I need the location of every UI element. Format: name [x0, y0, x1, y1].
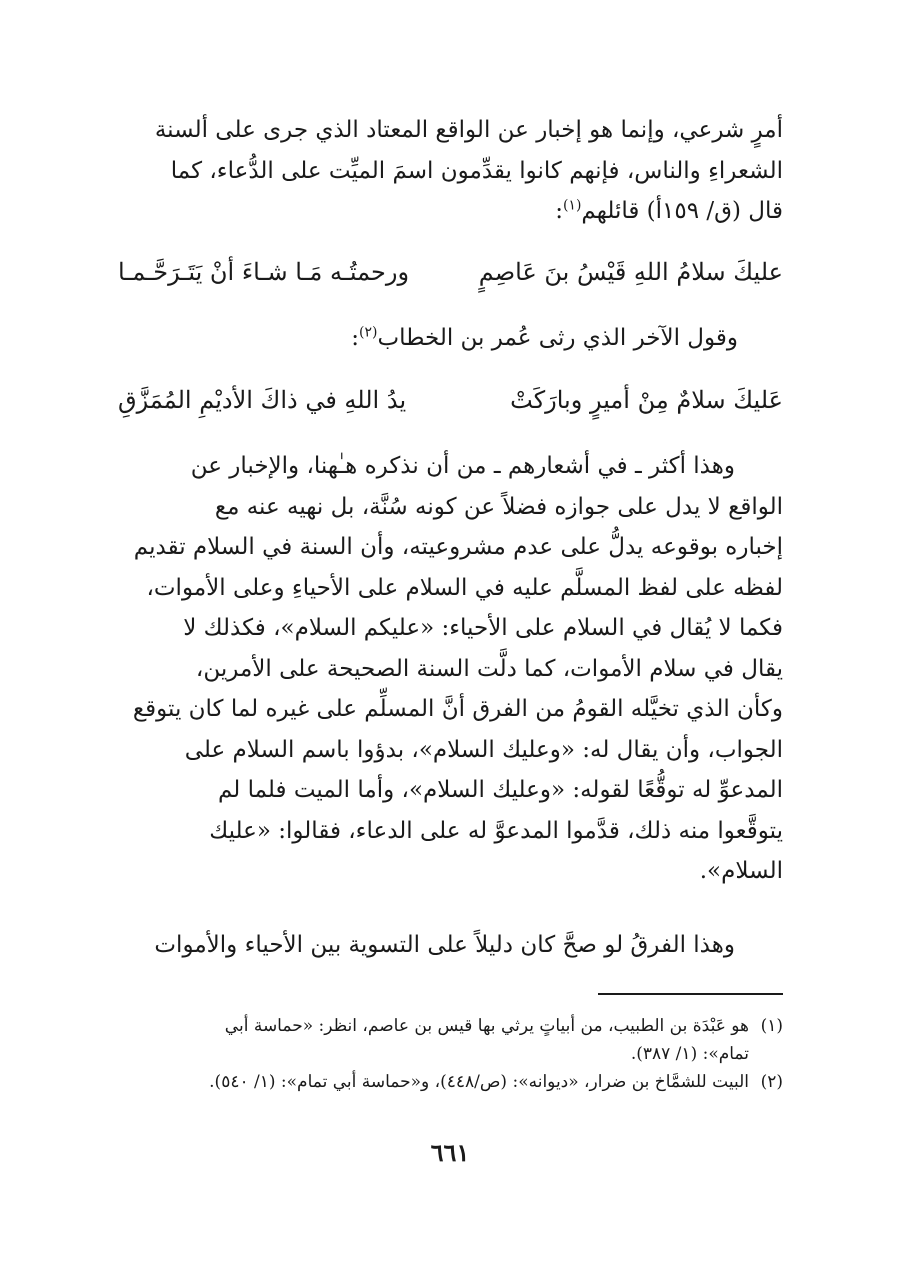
paragraph-1-line-2: الشعراءِ والناس، فإنهم كانوا يقدِّمون اسمَ الميِّت على الدُّعاء، كما: [170, 157, 783, 184]
paragraph-4-line-1: وهذا الفرقُ لو صحَّ كان دليلاً على التسوية بين الأحياء والأموات: [154, 932, 735, 958]
verse-1: [118, 252, 783, 292]
paragraph-3-line: وكأن الذي تخيَّله القومُ من الفرق أنَّ المسلِّم على غيره لما كان يتوقع: [132, 696, 783, 722]
footnote-ref-1[interactable]: (١): [562, 197, 582, 214]
paragraph-3-line: إخباره بوقوعه يدلُّ على عدم مشروعيته، وأن السنة في السلام تقديم: [133, 534, 783, 560]
footnote-separator: [598, 993, 783, 995]
paragraph-1-line-3-text: قال (ق/ ١٥٩أ) قائلهم: [581, 198, 783, 224]
footnote-1-continuation: تمام»: (١/ ٣٨٧).: [630, 1044, 749, 1064]
footnote-2: [118, 1068, 783, 1096]
paragraph-3-line: يتوقَّعوا منه ذلك، قدَّموا المدعوَّ له على الدعاء، فقالوا: «عليك: [209, 817, 783, 844]
paragraph-3: [118, 446, 783, 892]
paragraph-1-line-1: أمرٍ شرعي، وإنما هو إخبار عن الواقع المعتاد الذي جرى على ألسنة: [154, 117, 783, 143]
verse-2-intro-end: :: [351, 325, 359, 351]
paragraph-1-line-3-end: :: [555, 198, 563, 224]
paragraph-3-line: وهذا أكثر ـ في أشعارهم ـ من أن نذكره هـٰهنا، والإخبار عن: [190, 453, 735, 479]
paragraph-1: [118, 110, 783, 232]
paragraph-4: [118, 925, 783, 966]
paragraph-3-line: فكما لا يُقال في السلام على الأحياء: «عليكم السلام»، فكذلك لا: [183, 615, 783, 641]
paragraph-3-line: الواقع لا يدل على جوازه فضلاً عن كونه سُنَّة، بل نهيه عنه مع: [214, 493, 783, 520]
paragraph-3-line: الجواب، وأن يقال له: «وعليك السلام»، بدؤوا باسم السلام على: [184, 736, 783, 763]
verse-1-left-hemistich: ورحمتُـه مَـا شـاءَ أنْ يَتَـرَحَّـمـا: [118, 258, 410, 286]
footnote-1-text: هو عَبْدَة بن الطبيب، من أبياتٍ يرثي بها قيس بن عاصم، انظر: «حماسة أبي: [224, 1016, 749, 1036]
verse-2-right-hemistich: عَليكَ سلامٌ مِنْ أميرٍ وبارَكَتْ: [510, 386, 783, 414]
paragraph-1-line-3: [118, 191, 783, 232]
verse-2-intro-text: وقول الآخر الذي رثى عُمر بن الخطاب: [377, 325, 738, 351]
verse-1-right-hemistich: عليكَ سلامُ اللهِ قَيْسُ بنَ عَاصِمٍ: [478, 258, 783, 286]
verse-2: [118, 380, 783, 420]
verse-2-left-hemistich: يدُ اللهِ في ذاكَ الأديْمِ المُمَزَّقِ: [118, 386, 407, 414]
paragraph-3-line: المدعوِّ له توقُّعًا لقوله: «وعليك السلام»، وأما الميت فلما لم: [218, 777, 783, 803]
footnote-2-number: (٢): [760, 1072, 783, 1092]
paragraph-3-line: يقال في سلام الأموات، كما دلَّت السنة الصحيحة على الأمرين،: [195, 655, 783, 682]
footnote-ref-2[interactable]: (٢): [359, 324, 378, 341]
paragraph-3-line: لفظه على لفظ المسلَّم عليه في السلام على الأحياءِ وعلى الأموات،: [146, 574, 783, 601]
page-number: ٦٦١: [430, 1138, 470, 1167]
footnote-1: [118, 1012, 783, 1068]
verse-2-intro: [118, 318, 738, 358]
footnotes: [118, 1012, 783, 1096]
paragraph-3-line: السلام».: [699, 858, 783, 884]
footnote-2-text: البيت للشمَّاخ بن ضرار، «ديوانه»: (ص/٤٤٨)، و«حماسة أبي تمام»: (١/ ٥٤٠).: [209, 1072, 749, 1092]
footnote-1-number: (١): [760, 1016, 783, 1036]
